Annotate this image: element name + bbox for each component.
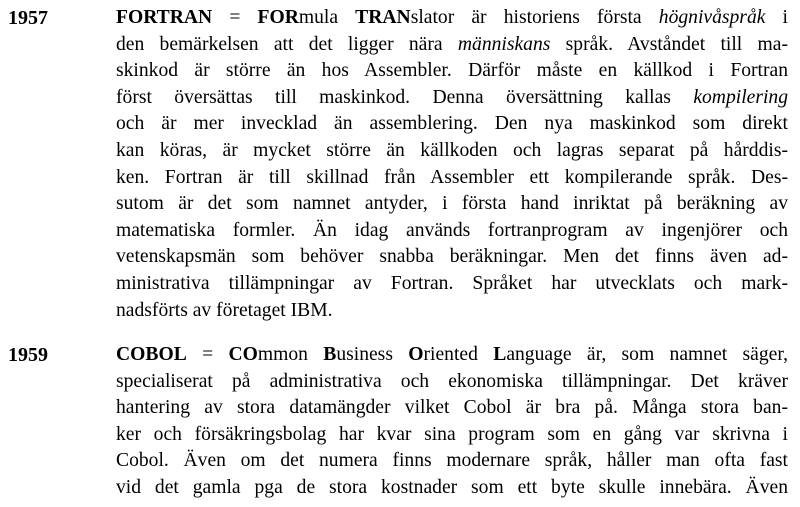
text-line (116, 5, 788, 32)
text-run: hantering av stora datamängder vilket Cobol är bra på. Många stora ban- (116, 397, 788, 419)
text-run: = (212, 7, 258, 28)
text-run: ker och försäkringsbolag har kvar sina program som en gång var skrivna i (116, 423, 788, 445)
text-line (116, 32, 788, 59)
text-run: ken. Fortran är till skillnad från Assembler ett kompilerande språk. Des- (116, 166, 788, 188)
italic-term: kompilering (693, 86, 788, 108)
bold-text: O (408, 344, 424, 365)
italic-term: högnivåspråk (658, 7, 766, 28)
text-line (116, 475, 788, 502)
text-line (116, 422, 788, 449)
text-run: = (186, 344, 229, 365)
text-run: skinkod är större än hos Assembler. Därför måste en källkod i Fortran (116, 60, 788, 82)
bold-text: B (323, 344, 337, 365)
text-run: slator är historiens första (410, 7, 659, 28)
text-run: språk. Avståndet till ma- (550, 33, 788, 55)
bold-text: FOR (257, 7, 299, 28)
text-line (116, 298, 788, 325)
text-run: anguage är, som namnet säger, (506, 344, 788, 365)
text-line (116, 218, 788, 245)
text-line (116, 342, 788, 369)
text-run: vid det gamla pga de stora kostnader som ett byte skulle innebära. Även (116, 476, 788, 498)
text-line (116, 165, 788, 192)
text-run: Cobol. Även om det numera finns modernare språk, håller man ofta fast (116, 450, 788, 472)
text-run: ministrativa tillämpningar av Fortran. Språket har utvecklats och mark- (116, 272, 788, 294)
text-run: och är mer invecklad än assemblering. Den nya maskinkod som direkt (116, 113, 788, 135)
entry-body (116, 5, 788, 324)
bold-text: CO (228, 344, 258, 365)
text-line (116, 111, 788, 138)
bold-text: L (493, 344, 507, 365)
text-run: mmon (257, 344, 324, 365)
bold-text: TRAN (355, 7, 411, 28)
text-run: vetenskapsmän som behöver snabba beräkningar. Men det finns även ad- (116, 246, 788, 268)
entry-body (116, 342, 788, 502)
text-line (116, 85, 788, 112)
bold-text: FORTRAN (116, 7, 213, 28)
text-line (116, 448, 788, 475)
bold-text: COBOL (116, 344, 187, 365)
text-line (116, 244, 788, 271)
text-run: matematiska formler. Än idag används fortranprogram av ingenjörer och (116, 219, 788, 241)
text-line (116, 58, 788, 85)
text-run: sutom är det som namnet antyder, i första hand inriktat på beräkning av (116, 193, 788, 215)
text-line (116, 271, 788, 298)
text-run: den bemärkelsen att det ligger nära (116, 33, 458, 55)
entry-year: 1959 (8, 344, 48, 366)
text-line (116, 138, 788, 165)
text-run: riented (423, 344, 494, 365)
text-run: specialiserat på administrativa och ekonomiska tillämpningar. Det kräver (116, 370, 788, 392)
text-line (116, 395, 788, 422)
italic-term: människans (457, 33, 551, 55)
text-run: mula (298, 7, 356, 28)
text-run: nadsförts av företaget IBM. (116, 299, 333, 321)
text-run: först översättas till maskinkod. Denna översättning kallas (116, 86, 694, 108)
text-line (116, 191, 788, 218)
text-run: i (765, 7, 789, 28)
entry-year: 1957 (8, 7, 48, 29)
text-run: usiness (336, 344, 409, 365)
text-line (116, 369, 788, 396)
text-run: kan köras, är mycket större än källkoden och lagras separat på hårddis- (116, 139, 788, 161)
